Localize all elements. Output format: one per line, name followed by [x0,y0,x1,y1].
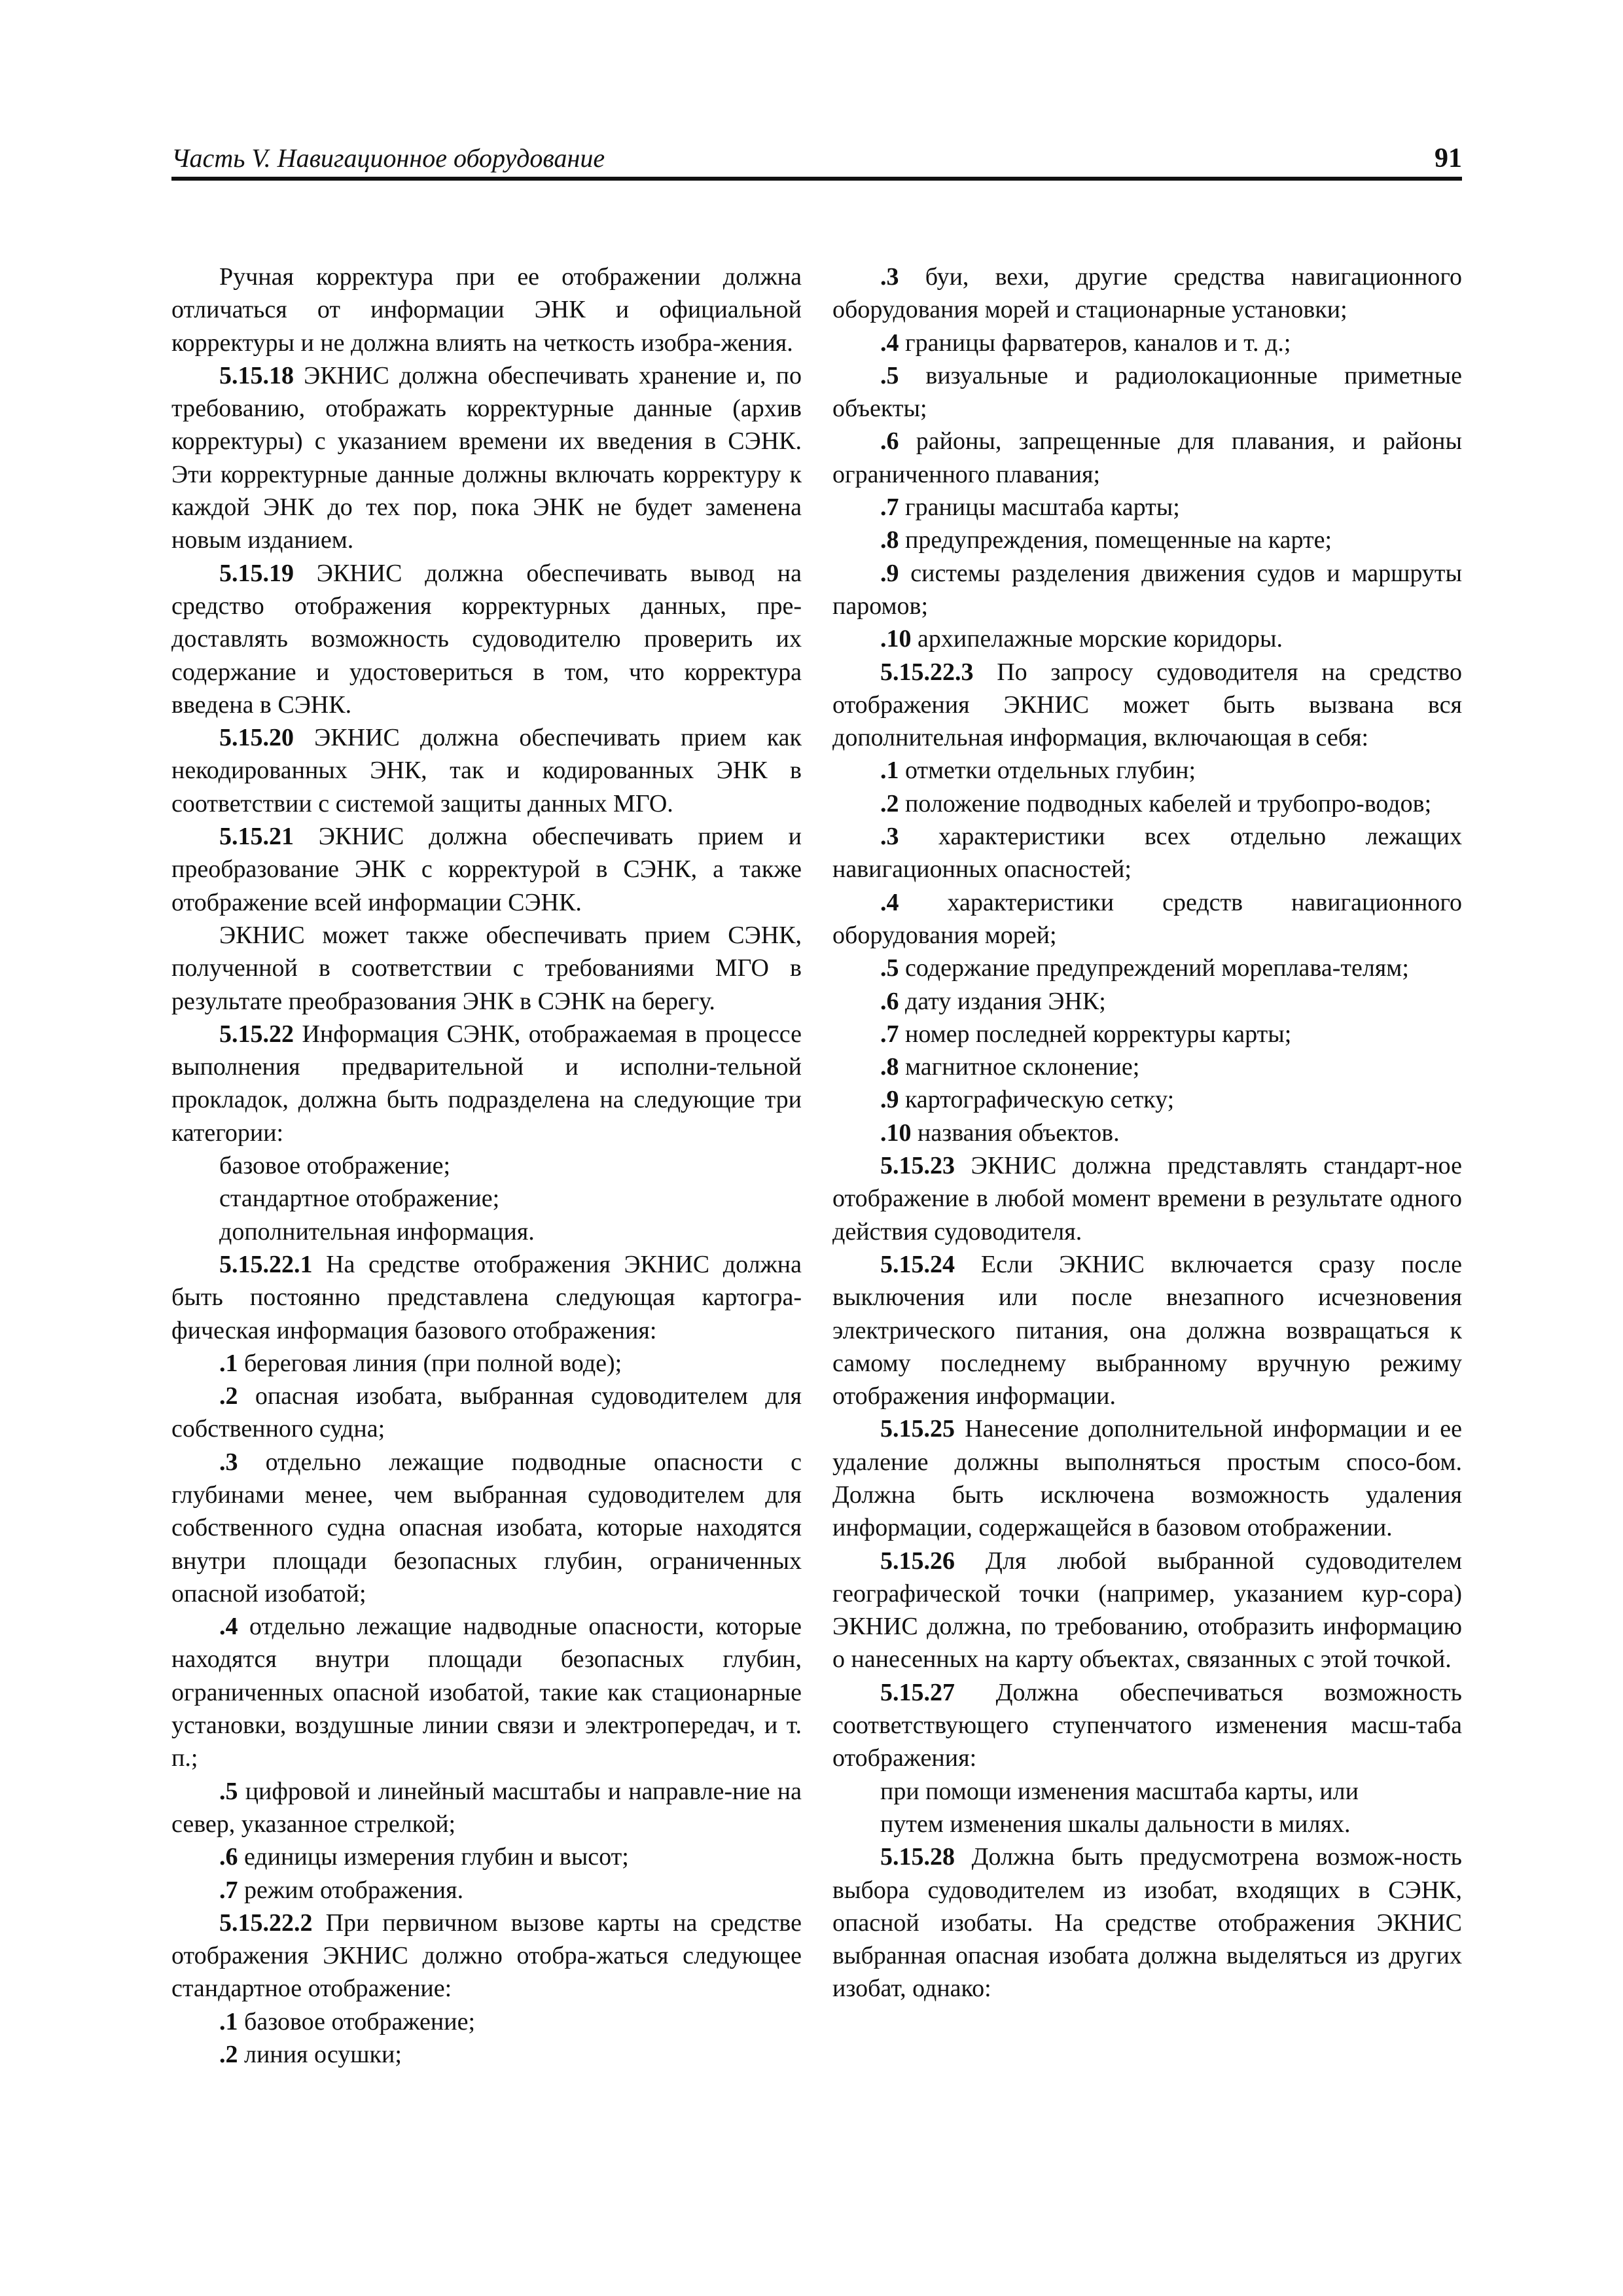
paragraph [171,919,802,1018]
clause-number: .6 [880,427,899,456]
paragraph-text: Если ЭКНИС включается сразу после выключения или после внезапного исчезновения электрического питания, она должна возвращаться к самому последнему выбранному вручную режиму отображения информации. [832,1250,1462,1410]
clause-number: 5.15.22.2 [219,1909,313,1937]
right-column [832,260,1462,2005]
paragraph-text: визуальные и радиолокационные приметные объекты; [832,361,1462,423]
clause-number: 5.15.25 [880,1415,955,1443]
paragraph-text: ЭКНИС должна представлять стандарт-ное отображение в любой момент времени в результате одного действия судоводителя. [832,1152,1462,1246]
paragraph-text: линия осушки; [238,2041,402,2069]
paragraph [832,491,1462,524]
paragraph-text: отдельно лежащие надводные опасности, которые находятся внутри площади безопасных глубин, ограниченных опасной изобатой, такие как стационарные установки, воздушные линии связи и электропередач, и т. п.; [171,1613,802,1772]
paragraph-text: границы масштаба карты; [899,493,1180,522]
paragraph [832,656,1462,755]
paragraph [171,1446,802,1610]
clause-number: .6 [880,987,899,1015]
paragraph [832,1083,1462,1116]
paragraph-text: При первичном вызове карты на средстве отображения ЭКНИС должно отобра-жаться следующее стандартное отображение: [171,1909,802,2003]
running-header [171,143,1462,179]
paragraph-text: опасная изобата, выбранная судоводителем для собственного судна; [171,1382,802,1443]
clause-number: .9 [880,559,899,587]
paragraph-text: архипелажные морские коридоры. [911,625,1283,653]
clause-number: .7 [219,1876,238,1904]
clause-number: .3 [880,823,899,851]
paragraph [171,1347,802,1380]
clause-number: .4 [880,888,899,916]
clause-number: 5.15.23 [880,1152,955,1180]
paragraph [171,2005,802,2038]
paragraph [832,260,1462,327]
clause-number: .5 [880,954,899,982]
paragraph [832,952,1462,984]
paragraph [171,820,802,919]
paragraph [171,1907,802,2005]
paragraph-text: положение подводных кабелей и трубопро-водов; [899,789,1432,817]
clause-number: 5.15.22.3 [880,658,974,686]
paragraph [171,1215,802,1248]
paragraph [832,1412,1462,1544]
paragraph [832,985,1462,1018]
paragraph [171,1775,802,1841]
paragraph [832,886,1462,952]
paragraph-text: системы разделения движения судов и маршруты паромов; [832,559,1462,620]
clause-number: .5 [219,1777,238,1805]
header-rule [171,177,1462,181]
paragraph-text: режим отображения. [238,1876,464,1904]
header-title: Часть V. Навигационное оборудование [171,143,605,173]
clause-number: 5.15.19 [219,559,294,587]
paragraph [832,1117,1462,1149]
paragraph [171,260,802,359]
paragraph-text: магнитное склонение; [899,1053,1140,1081]
clause-number: .3 [880,263,899,291]
clause-number: .4 [880,329,899,357]
paragraph [832,1775,1462,1808]
clause-number: 5.15.21 [219,823,294,851]
paragraph-text: отметки отдельных глубин; [899,757,1196,785]
clause-number: 5.15.22.1 [219,1250,313,1278]
clause-number: .2 [219,2041,238,2069]
clause-number: .10 [880,1119,912,1147]
paragraph [832,1149,1462,1248]
clause-number: 5.15.26 [880,1547,955,1575]
paragraph [171,1182,802,1215]
clause-number: .7 [880,493,899,522]
clause-number: 5.15.20 [219,724,294,752]
paragraph-text: буи, вехи, другие средства навигационного оборудования морей и стационарные установки; [832,263,1462,324]
paragraph [832,622,1462,655]
left-column [171,260,802,2071]
paragraph [832,524,1462,556]
paragraph-text: дополнительная информация. [219,1217,535,1246]
paragraph-text: характеристики средств навигационного оборудования морей; [832,888,1462,949]
clause-number: .1 [219,2007,238,2036]
clause-number: 5.15.27 [880,1678,955,1706]
paragraph [832,1248,1462,1412]
clause-number: .4 [219,1613,238,1641]
clause-number: .6 [219,1843,238,1871]
paragraph [171,1380,802,1446]
clause-number: 5.15.24 [880,1250,955,1278]
paragraph-text: Для любой выбранной судоводителем географической точки (например, указанием кур-сора) ЭКНИС должна, по требованию, отобразить информацию о нанесенных на карту объектах, связанных с этой точкой. [832,1547,1462,1674]
paragraph [171,1874,802,1907]
paragraph-text: ЭКНИС должна обеспечивать прием и преобразование ЭНК с корректурой в СЭНК, а также отображение всей информации СЭНК. [171,823,802,916]
clause-number: .10 [880,625,912,653]
clause-number: .1 [219,1349,238,1377]
paragraph [832,327,1462,359]
paragraph-text: береговая линия (при полной воде); [238,1349,622,1377]
clause-number: .8 [880,526,899,554]
paragraph-text: единицы измерения глубин и высот; [238,1843,629,1871]
paragraph [832,787,1462,820]
paragraph-text: Нанесение дополнительной информации и ее удаление должны выполняться простым спосо-бом. Должна быть исключена возможность удаления информации, содержащейся в базовом отображении. [832,1415,1462,1542]
clause-number: .9 [880,1086,899,1114]
paragraph-text: районы, запрещенные для плавания, и районы ограниченного плавания; [832,427,1462,488]
paragraph-text: названия объектов. [911,1119,1120,1147]
clause-number: .1 [880,757,899,785]
paragraph-text: номер последней корректуры карты; [899,1020,1292,1048]
paragraph-text: при помощи изменения масштаба карты, или [880,1777,1359,1805]
paragraph-text: По запросу судоводителя на средство отображения ЭКНИС может быть вызвана вся дополнительная информация, включающая в себя: [832,658,1462,752]
paragraph [832,1808,1462,1840]
paragraph-text: Должна обеспечиваться возможность соответствующего ступенчатого изменения масш-таба отображения: [832,1678,1462,1772]
paragraph-text: дату издания ЭНК; [899,987,1106,1015]
paragraph-text: Должна быть предусмотрена возмож-ность выбора судоводителем из изобат, входящих в СЭНК, опасной изобаты. На средстве отображения ЭКНИС выбранная опасная изобата должна выделяться из других изобат, однако: [832,1843,1462,2003]
paragraph [832,1676,1462,1775]
paragraph [171,2038,802,2071]
clause-number: .7 [880,1020,899,1048]
paragraph [832,1050,1462,1083]
clause-number: .8 [880,1053,899,1081]
paragraph [171,1149,802,1182]
paragraph [171,557,802,721]
paragraph [832,754,1462,787]
paragraph-text: границы фарватеров, каналов и т. д.; [899,329,1291,357]
paragraph-text: Информация СЭНК, отображаемая в процессе выполнения предварительной и исполни-тельной прокладок, должна быть подразделена на следующие три категории: [171,1020,802,1147]
paragraph [832,425,1462,491]
paragraph [171,1840,802,1873]
paragraph-text: ЭКНИС может также обеспечивать прием СЭНК, полученной в соответствии с требованиями МГО в результате преобразования ЭНК в СЭНК на берегу. [171,921,802,1015]
page-number: 91 [1435,143,1462,173]
paragraph-text: картографическую сетку; [899,1086,1175,1114]
paragraph [832,1840,1462,2005]
paragraph-text: путем изменения шкалы дальности в милях. [880,1810,1351,1838]
paragraph-text: ЭКНИС должна обеспечивать хранение и, по требованию, отображать корректурные данные (архив корректуры) с указанием времени их введения в СЭНК. Эти корректурные данные должны включать корректуру к каждой ЭНК до тех пор, пока ЭНК не будет заменена новым изданием. [171,361,802,554]
paragraph-text: базовое отображение; [238,2007,476,2036]
paragraph [171,721,802,820]
clause-number: 5.15.28 [880,1843,955,1871]
paragraph [171,359,802,557]
clause-number: 5.15.18 [219,361,294,389]
paragraph-text: характеристики всех отдельно лежащих навигационных опасностей; [832,823,1462,884]
paragraph-text: ЭКНИС должна обеспечивать прием как некодированных ЭНК, так и кодированных ЭНК в соответствии с системой защиты данных МГО. [171,724,802,817]
clause-number: 5.15.22 [219,1020,294,1048]
paragraph-text: стандартное отображение; [219,1185,500,1213]
clause-number: .2 [880,789,899,817]
paragraph-text: На средстве отображения ЭКНИС должна быть постоянно представлена следующая картогра-фическая информация базового отображения: [171,1250,802,1344]
clause-number: .5 [880,361,899,389]
paragraph [171,1018,802,1149]
paragraph-text: ЭКНИС должна обеспечивать вывод на средство отображения корректурных данных, пре-доставлять возможность судоводителю проверить их содержание и удостовериться в том, что корректура введена в СЭНК. [171,559,802,719]
clause-number: .3 [219,1448,238,1476]
paragraph [171,1248,802,1347]
paragraph-text: отдельно лежащие подводные опасности с глубинами менее, чем выбранная судоводителем для собственного судна опасная изобата, которые находятся внутри площади безопасных глубин, ограниченных опасной изобатой; [171,1448,802,1607]
paragraph [832,820,1462,886]
paragraph [832,1018,1462,1050]
paragraph [171,1610,802,1774]
paragraph [832,1545,1462,1676]
paragraph-text: базовое отображение; [219,1152,451,1180]
paragraph [832,557,1462,623]
paragraph-text: Ручная корректура при ее отображении должна отличаться от информации ЭНК и официальной корректуры и не должна влиять на четкость изобра-жения. [171,263,802,357]
paragraph-text: содержание предупреждений мореплава-телям; [899,954,1409,982]
paragraph-text: предупреждения, помещенные на карте; [899,526,1332,554]
paragraph-text: цифровой и линейный масштабы и направле-ние на север, указанное стрелкой; [171,1777,802,1838]
clause-number: .2 [219,1382,238,1410]
paragraph [832,359,1462,425]
